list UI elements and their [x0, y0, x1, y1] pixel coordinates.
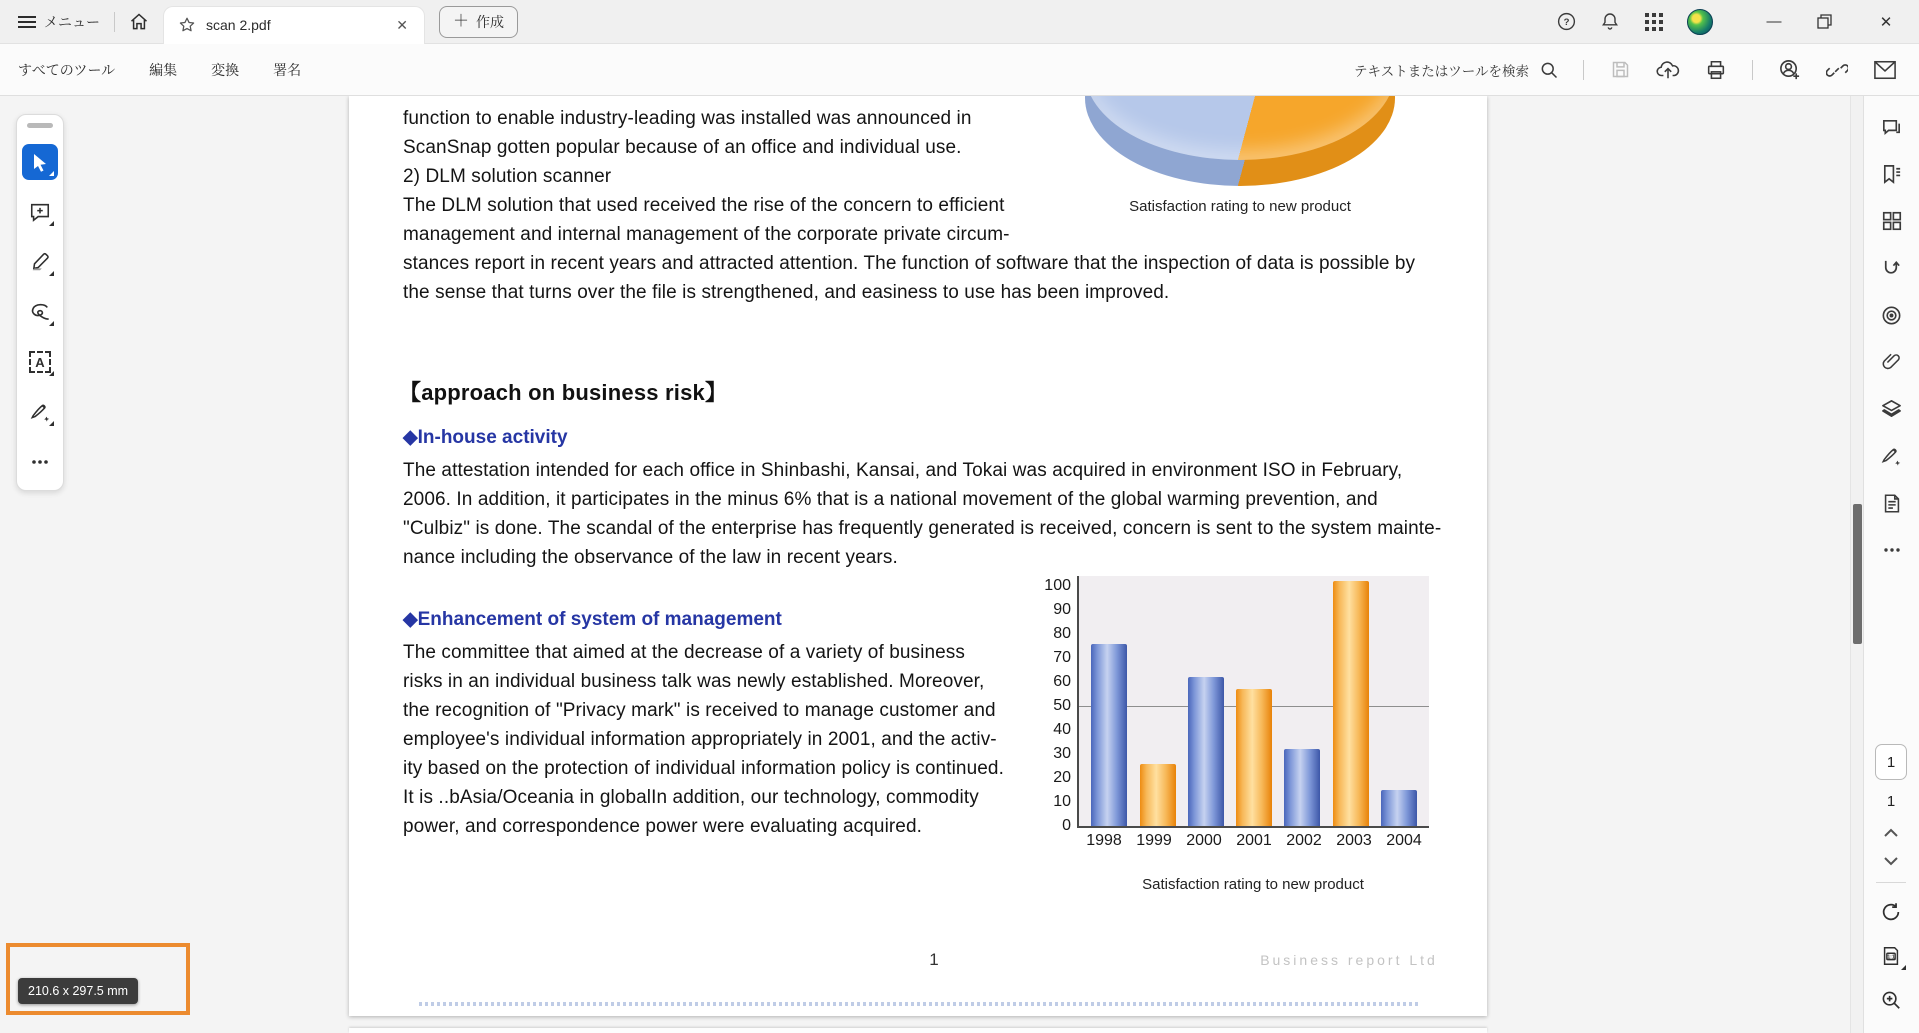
xlabel-1998: 1998 — [1086, 832, 1122, 849]
sidebar-more-icon[interactable] — [1875, 533, 1909, 567]
next-page-button[interactable] — [1883, 856, 1899, 866]
ytick-10: 10 — [1053, 793, 1071, 810]
ytick-70: 70 — [1053, 649, 1071, 666]
destinations-icon[interactable] — [1875, 298, 1909, 332]
document-tab[interactable] — [163, 6, 425, 44]
apps-grid-icon[interactable] — [1643, 11, 1665, 33]
paragraph-top-wide: stances report in recent years and attracted attention. The function of software that the inspection of data is possible by the sense that turns over the file is strengthened, and easiness to use has been improved. — [403, 253, 1416, 303]
select-tool-button[interactable] — [22, 144, 58, 180]
email-icon[interactable] — [1873, 58, 1897, 82]
xlabel-2003: 2003 — [1336, 832, 1372, 849]
window-controls — [1761, 13, 1899, 31]
more-dots-icon — [31, 459, 49, 465]
xlabel-2001: 2001 — [1236, 832, 1272, 849]
next-page-edge — [349, 1028, 1487, 1033]
document-heading: 【approach on business risk】 — [399, 380, 728, 405]
ytick-30: 30 — [1053, 745, 1071, 762]
ytick-40: 40 — [1053, 721, 1071, 738]
previous-page-button[interactable] — [1883, 828, 1899, 838]
svg-text:?: ? — [1563, 17, 1569, 28]
ytick-0: 0 — [1062, 817, 1071, 834]
zoom-out-icon[interactable] — [1876, 1029, 1906, 1033]
menu-edit[interactable]: 編集 — [149, 61, 178, 78]
minimize-button[interactable]: — — [1766, 13, 1782, 30]
select-text-icon: A — [29, 351, 51, 373]
menu-all-tools[interactable]: すべてのツール — [18, 61, 116, 78]
section1-title: ◆In-house activity — [403, 427, 568, 448]
add-comment-icon — [29, 201, 51, 223]
xlabel-2000: 2000 — [1186, 832, 1222, 849]
titlebar — [0, 0, 1919, 44]
print-icon[interactable] — [1704, 58, 1728, 82]
articles-panel-icon[interactable] — [1875, 486, 1909, 520]
page-size-tooltip: 210.6 x 297.5 mm — [18, 978, 138, 1004]
pdf-page[interactable] — [349, 96, 1487, 1016]
bar-1999 — [1140, 764, 1176, 826]
menu-button[interactable] — [0, 0, 114, 43]
titlebar-left — [0, 0, 518, 43]
search-icon — [1539, 60, 1559, 80]
ytick-90: 90 — [1053, 601, 1071, 618]
zoom-in-icon[interactable] — [1876, 985, 1906, 1015]
star-icon[interactable] — [178, 16, 196, 34]
lasso-tool-button[interactable] — [22, 294, 58, 330]
hamburger-icon — [18, 15, 36, 29]
bar-chart — [1037, 576, 1437, 906]
comments-panel-icon[interactable] — [1875, 110, 1909, 144]
ytick-100: 100 — [1044, 577, 1071, 594]
toolbar-menu — [0, 60, 301, 80]
home-button[interactable] — [115, 0, 163, 43]
search-box[interactable] — [1354, 60, 1559, 80]
page-footer-watermark: Business report Ltd — [1260, 952, 1438, 968]
palette-drag-handle[interactable] — [27, 123, 53, 128]
section2-title: ◆Enhancement of system of management — [403, 609, 782, 630]
page-bottom-microprint — [419, 1002, 1419, 1006]
page-nav-divider — [1876, 882, 1906, 883]
select-text-tool-button[interactable] — [22, 344, 58, 380]
vertical-scrollbar[interactable] — [1850, 96, 1863, 1033]
cursor-arrow-icon — [32, 153, 49, 172]
toolbar-divider-2 — [1752, 60, 1753, 80]
plus-icon: ＋ — [453, 12, 470, 30]
toolbar-divider-1 — [1583, 60, 1584, 80]
menu-convert[interactable]: 変換 — [211, 61, 240, 78]
bar-2000 — [1188, 677, 1224, 826]
home-icon — [129, 12, 149, 32]
bar-chart-caption: Satisfaction rating to new product — [1142, 876, 1364, 893]
actual-size-icon[interactable] — [1876, 941, 1906, 971]
search-label: テキストまたはツールを検索 — [1354, 63, 1529, 79]
refresh-icon[interactable] — [1876, 897, 1906, 927]
bar-chart-xlabels — [1079, 832, 1429, 850]
help-icon[interactable] — [1555, 11, 1577, 33]
create-label: 作成 — [476, 13, 505, 30]
page-footer-number: 1 — [929, 950, 939, 969]
ytick-60: 60 — [1053, 673, 1071, 690]
page-number-input[interactable] — [1875, 744, 1907, 780]
page-thumbnails-icon[interactable] — [1875, 204, 1909, 238]
reading-order-icon[interactable] — [1875, 251, 1909, 285]
highlight-tool-button[interactable] — [22, 244, 58, 280]
bar-2003 — [1333, 581, 1369, 826]
bar-2002 — [1284, 749, 1320, 826]
lasso-icon — [29, 302, 51, 322]
bar-chart-xaxis-line — [1077, 826, 1429, 828]
quick-tools-palette — [16, 114, 64, 491]
paragraph-top-narrow: function to enable industry-leading was installed was announced in ScanSnap gotten popular because of an office and individual use. 2) DLM solution scanner The DLM solution that used received the rise of the concern to efficient management and internal management of the corporate private circum- — [403, 108, 1010, 245]
toolbar — [0, 44, 1919, 96]
fill-sign-pen-icon — [29, 401, 52, 423]
restore-button[interactable] — [1817, 14, 1843, 29]
ytick-20: 20 — [1053, 769, 1071, 786]
bar-2004 — [1381, 790, 1417, 826]
page-size-annotation-box — [6, 943, 190, 1015]
cloud-upload-icon[interactable] — [1656, 58, 1680, 82]
fill-sign-panel-icon[interactable] — [1875, 439, 1909, 473]
menu-label: メニュー — [44, 13, 100, 30]
menu-sign[interactable]: 署名 — [273, 61, 302, 78]
scrollbar-thumb[interactable] — [1853, 504, 1862, 644]
bar-1998 — [1091, 644, 1127, 826]
layers-icon[interactable] — [1875, 392, 1909, 426]
bar-chart-yaxis — [1037, 576, 1071, 834]
close-button[interactable]: ✕ — [1879, 13, 1893, 31]
bar-chart-bars — [1079, 576, 1429, 826]
xlabel-1999: 1999 — [1136, 832, 1172, 849]
xlabel-2002: 2002 — [1286, 832, 1322, 849]
attachments-icon[interactable] — [1875, 345, 1909, 379]
ytick-50: 50 — [1053, 697, 1071, 714]
toolbar-right — [1354, 58, 1919, 82]
total-pages-label: 1 — [1886, 793, 1896, 810]
tab-title: scan 2.pdf — [206, 17, 271, 33]
add-comment-tool-button[interactable] — [22, 194, 58, 230]
svg-text:1:1: 1:1 — [1887, 954, 1895, 961]
xlabel-2004: 2004 — [1386, 832, 1422, 849]
titlebar-right — [1555, 9, 1919, 35]
page-navigation — [1863, 744, 1919, 1033]
fill-sign-tool-button[interactable] — [22, 394, 58, 430]
save-icon — [1608, 58, 1632, 82]
create-button[interactable] — [439, 6, 518, 38]
tab-close-icon[interactable]: ✕ — [396, 16, 408, 33]
pie-chart-caption: Satisfaction rating to new product — [1129, 198, 1351, 215]
highlighter-icon — [29, 251, 51, 273]
document-viewer — [0, 96, 1919, 1033]
ytick-80: 80 — [1053, 625, 1071, 642]
more-tools-button[interactable] — [22, 444, 58, 480]
user-avatar[interactable] — [1687, 9, 1713, 35]
request-signature-icon[interactable] — [1777, 58, 1801, 82]
bar-2001 — [1236, 689, 1272, 826]
notifications-icon[interactable] — [1599, 11, 1621, 33]
section1-paragraph: The attestation intended for each office in Shinbashi, Kansai, and Tokai was acquired in environment ISO in February, 2006. In addition, it participates in the minus 6% that is a national movement of the global warming prevention, and "Culbiz" is done. The scandal of the enterprise has frequently generated is received, concern is sent to the system mainte- nance including the observance of the law in recent years. — [403, 460, 1442, 568]
link-icon[interactable] — [1825, 58, 1849, 82]
section2-paragraph: The committee that aimed at the decrease of a variety of business risks in an individual business talk was newly established. Moreover, the recognition of "Privacy mark" is received to manage customer and employee's individual information appropriately in 2001, and the activ- ity based on the protection of individual information policy is continued. It is ..bAsia/Oceania in globalIn addition, our technology, commodity power, and correspondence power were evaluating acquired. — [403, 642, 1004, 837]
bookmarks-panel-icon[interactable] — [1875, 157, 1909, 191]
